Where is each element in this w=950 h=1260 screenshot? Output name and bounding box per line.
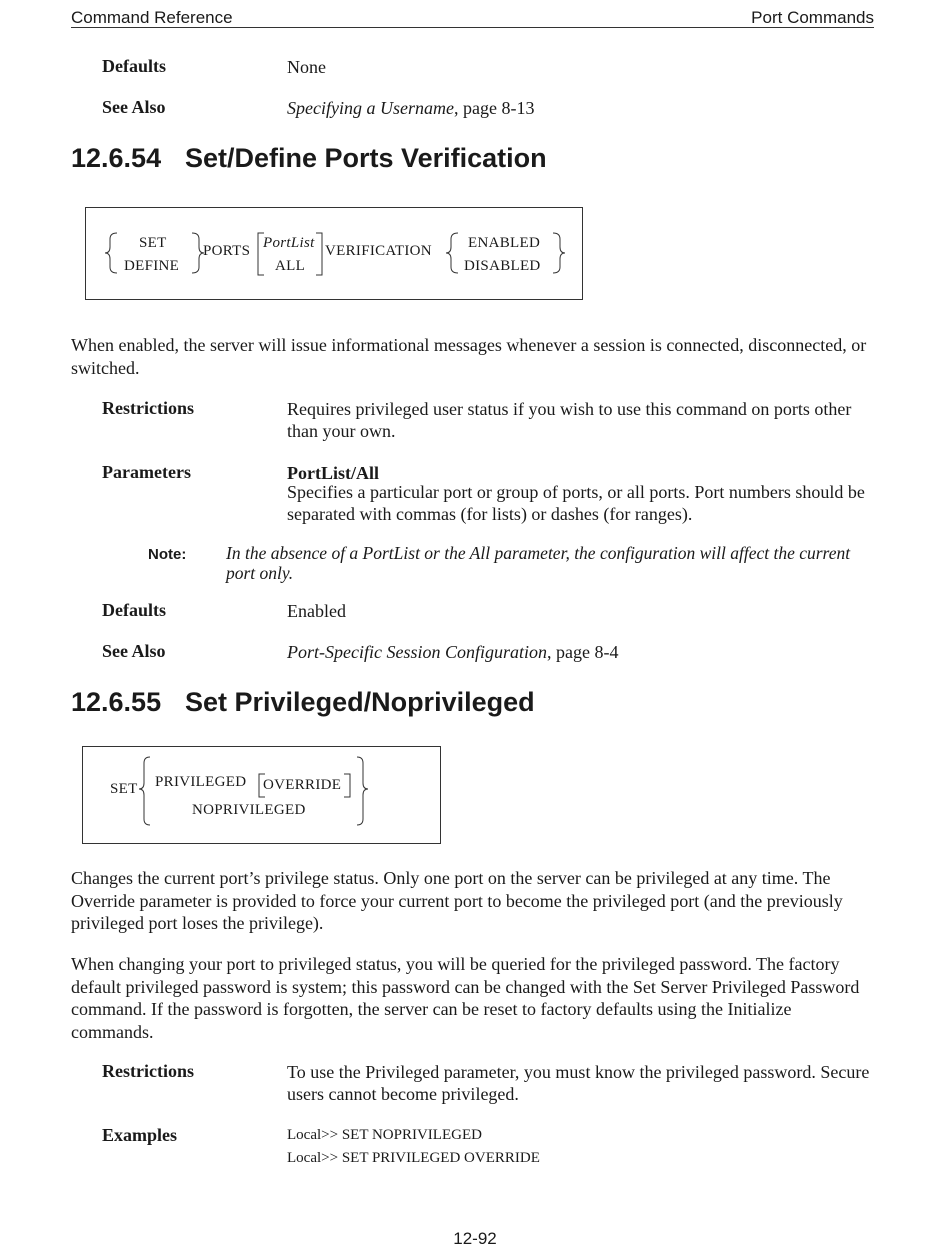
note-label: Note: — [148, 546, 187, 563]
verification-description: When enabled, the server will issue informational messages whenever a session is connected, disconnected, or switched. — [71, 335, 867, 378]
syntax-verification: VERIFICATION — [325, 243, 432, 259]
syntax-all: ALL — [275, 258, 306, 274]
see-also-label: See Also — [102, 97, 166, 117]
brace-left-2 — [446, 233, 458, 273]
bracket-right — [316, 233, 322, 275]
syntax-portlist: PortList — [263, 235, 315, 251]
section-heading-12-6-54 — [71, 143, 547, 174]
examples-label: Examples — [102, 1125, 178, 1145]
defaults-value: None — [287, 57, 326, 77]
syntax-define: DEFINE — [124, 258, 180, 274]
privilege-description-2: When changing your port to privileged status, you will be queried for the privileged password. The factory default privileged password is system; this password can be changed with the Set Server Privileged Password command. If the password is forgotten, the server can be reset to factory defaults using the Initialize commands. — [71, 954, 860, 1042]
section-title-2: Set Privileged/Noprivileged — [185, 687, 535, 717]
section-heading-12-6-55 — [71, 687, 535, 718]
privilege-description-1: Changes the current port’s privilege status. Only one port on the server can be privileged at any time. The Override parameter is provided to force your current port to become the privileged port (and the previously privileged port loses the privilege). — [71, 868, 843, 933]
syntax-box-privileged — [82, 746, 441, 844]
parameters-label: Parameters — [102, 462, 191, 482]
see-also-label-2: See Also — [102, 641, 166, 661]
see-also-link-text-2: Port-Specific Session Configuration — [287, 642, 547, 662]
restrictions-label: Restrictions — [102, 398, 194, 418]
running-header-left: Command Reference — [71, 8, 233, 27]
header-rule — [71, 27, 874, 28]
brace-right-3 — [357, 757, 368, 825]
bracket-right-2 — [344, 774, 350, 797]
syntax-box-verification — [85, 207, 583, 300]
section-number: 12.6.54 — [71, 143, 162, 173]
page-number: 12-92 — [453, 1229, 497, 1248]
see-also-page-2: , page 8-4 — [546, 642, 619, 662]
see-also-value-2 — [287, 641, 618, 663]
restrictions-text-2: To use the Privileged parameter, you must know the privileged password. Secure users cannot become privileged. — [287, 1062, 870, 1104]
note-text: In the absence of a PortList or the All parameter, the configuration will affect the current port only. — [226, 543, 851, 583]
brace-left-1 — [105, 233, 117, 273]
brace-right-2 — [553, 233, 565, 273]
defaults-label: Defaults — [102, 56, 166, 76]
syntax-ports: PORTS — [203, 243, 251, 259]
example-line: Local>> SET NOPRIVILEGED — [287, 1127, 482, 1143]
see-also-page: , page 8-13 — [453, 98, 535, 118]
defaults-value-2: Enabled — [287, 601, 346, 621]
syntax-enabled: ENABLED — [468, 235, 541, 251]
brace-left-3 — [139, 757, 150, 825]
parameter-name: PortList/All — [287, 463, 379, 483]
restrictions-label-2: Restrictions — [102, 1061, 194, 1081]
syntax-noprivileged: NOPRIVILEGED — [192, 802, 306, 818]
syntax-set-2: SET — [110, 781, 138, 797]
syntax-override: OVERRIDE — [263, 777, 342, 793]
syntax-disabled: DISABLED — [464, 258, 541, 274]
section-number-2: 12.6.55 — [71, 687, 162, 717]
section-title: Set/Define Ports Verification — [185, 143, 547, 173]
see-also-value — [287, 97, 534, 119]
running-header-right: Port Commands — [751, 8, 874, 27]
restrictions-text: Requires privileged user status if you wish to use this command on ports other than your own. — [287, 399, 852, 441]
syntax-privileged: PRIVILEGED — [155, 774, 247, 790]
example-line: Local>> SET PRIVILEGED OVERRIDE — [287, 1150, 540, 1166]
parameter-description: Specifies a particular port or group of ports, or all ports. Port numbers should be separated with commas (for lists) or dashes (for ranges). — [287, 482, 865, 524]
syntax-set: SET — [139, 235, 167, 251]
see-also-link-text: Specifying a Username — [287, 98, 454, 118]
defaults-label-2: Defaults — [102, 600, 166, 620]
